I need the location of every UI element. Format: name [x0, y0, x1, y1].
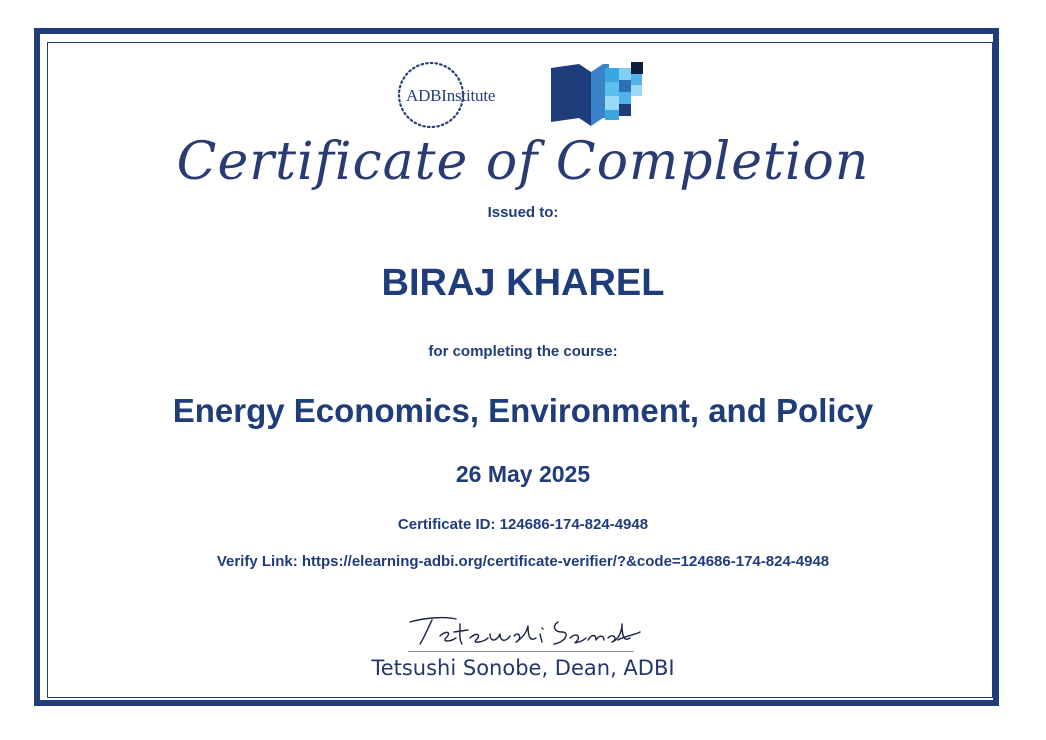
certificate-title: Certificate of Completion	[176, 132, 870, 192]
logo-text: ADBInstitute	[406, 86, 496, 105]
certificate-id: Certificate ID: 124686-174-824-4948	[397, 516, 649, 533]
recipient-name: BIRAJ KHAREL	[381, 262, 665, 304]
course-name: Energy Economics, Environment, and Policy	[172, 392, 874, 429]
signature-line	[408, 651, 634, 652]
verify-link[interactable]: Verify Link: https://elearning-adbi.org/certificate-verifier/?&code=124686-174-824-4948	[216, 553, 830, 570]
for-completing-label: for completing the course:	[428, 343, 618, 360]
adbi-logo	[396, 60, 656, 130]
issued-to-label: Issued to:	[487, 204, 559, 221]
book-mosaic-icon	[549, 62, 644, 128]
signer-name: Tetsushi Sonobe, Dean, ADBI	[371, 656, 675, 680]
handwritten-signature	[404, 610, 644, 652]
completion-date: 26 May 2025	[455, 461, 591, 487]
